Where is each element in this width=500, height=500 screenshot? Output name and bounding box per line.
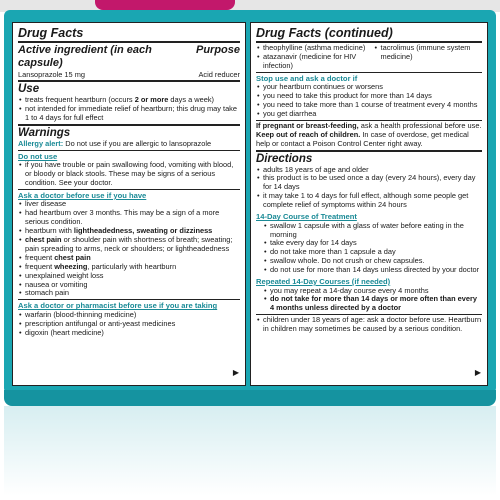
course-item: • take every day for 14 days — [256, 239, 482, 248]
ask-pharmacist-item: • prescription antifungal or anti-yeast medicines — [18, 320, 240, 329]
do-not-use-title: Do not use — [18, 151, 58, 161]
repeat-title: Repeated 14-Day Courses (if needed) — [256, 277, 391, 287]
active-ingredient-row — [18, 70, 240, 79]
ask-doctor-item: • unexplained weight loss — [18, 272, 240, 281]
taking-col-1 — [256, 44, 366, 71]
divider — [18, 150, 240, 151]
stop-use-item: • you need to take more than 1 course of treatment every 4 months — [256, 101, 482, 110]
package-top-brand-band — [95, 0, 235, 10]
ask-doctor-item: • frequent chest pain — [18, 254, 240, 263]
taking-item: • atazanavir (medicine for HIV infection) — [256, 53, 366, 71]
package-reflection — [4, 406, 496, 496]
repeat-item: • you may repeat a 14-day course every 4 months — [256, 287, 482, 296]
course-item: • do not take more than 1 capsule a day — [256, 248, 482, 257]
continue-arrow-icon: ▶ — [474, 368, 481, 377]
purpose-heading: Purpose — [195, 44, 240, 56]
directions-list — [256, 166, 482, 211]
ask-doctor-item: • had heartburn over 3 months. This may be a sign of a more serious condition. — [18, 209, 240, 227]
divider — [256, 72, 482, 73]
directions-item: • this product is to be used once a day (every 24 hours), every day for 14 days — [256, 174, 482, 192]
course-item: • do not use for more than 14 days unless directed by your doctor — [256, 266, 482, 275]
continue-arrow-icon: ▶ — [232, 368, 239, 377]
ask-pharmacist-title: Ask a doctor or pharmacist before use if you are taking — [18, 301, 218, 311]
stop-use-title: Stop use and ask a doctor if — [256, 73, 358, 83]
ask-doctor-item: • chest pain or shoulder pain with shortness of breath; sweating; pain spreading to arms, neck or shoulders; or lightheadedness — [18, 236, 240, 254]
repeat-item: • do not take for more than 14 days or more often than every 4 months unless directed by a doctor — [256, 295, 482, 313]
course-list — [256, 222, 482, 275]
active-ingredient-heading: Active ingredient (in each capsule) — [18, 44, 152, 69]
ask-doctor-item: • nausea or vomiting — [18, 281, 240, 290]
ask-doctor-item: • frequent wheezing, particularly with heartburn — [18, 263, 240, 272]
divider — [18, 41, 240, 43]
divider — [18, 189, 240, 190]
ask-doctor-item: • stomach pain — [18, 289, 240, 298]
keep-out-label: Keep out of reach of children. — [256, 129, 361, 139]
allergy-alert-label: Allergy alert: — [18, 138, 64, 148]
use-item: • not intended for immediate relief of heartburn; this drug may take 1 to 4 days for full effect — [18, 105, 240, 123]
course-item: • swallow whole. Do not crush or chew capsules. — [256, 257, 482, 266]
directions-item: • it may take 1 to 4 days for full effect, although some people get complete relief of symptoms within 24 hours — [256, 192, 482, 210]
taking-item: • theophylline (asthma medicine) — [256, 44, 366, 53]
active-ingredient-name: Lansoprazole 15 mg — [18, 70, 85, 79]
divider — [18, 124, 240, 126]
active-ingredient-header — [18, 44, 240, 70]
do-not-use-item: • if you have trouble or pain swallowing food, vomiting with blood, or bloody or black stools. These may be signs of a serious condition. See your doctor. — [18, 161, 240, 188]
ask-doctor-item: • heartburn with lightheadedness, sweating or dizziness — [18, 227, 240, 236]
ask-pharmacist-item: • digoxin (heart medicine) — [18, 329, 240, 338]
taking-col-2 — [374, 44, 482, 71]
directions-item: • adults 18 years of age and older — [256, 166, 482, 175]
use-title: Use — [18, 83, 40, 95]
ask-doctor-item: • liver disease — [18, 200, 240, 209]
do-not-use-list — [18, 161, 240, 188]
drug-facts-panel-left — [12, 22, 246, 386]
pregnancy-text: ask a health professional before use. — [360, 120, 482, 130]
stop-use-item: • you need to take this product for more than 14 days — [256, 92, 482, 101]
course-item: • swallow 1 capsule with a glass of water before eating in the morning — [256, 222, 482, 240]
divider — [18, 80, 240, 82]
children-item: • children under 18 years of age: ask a doctor before use. Heartburn in children may sometimes be caused by a serious condition. — [256, 316, 482, 334]
active-ingredient-purpose: Acid reducer — [198, 70, 240, 79]
use-list — [18, 96, 240, 123]
stop-use-item: • you get diarrhea — [256, 110, 482, 119]
keep-out-text: In case of overdose, get medical help or contact a Poison Control Center right away. — [256, 129, 469, 148]
stop-use-list — [256, 83, 482, 119]
drug-facts-title: Drug Facts — [18, 26, 84, 40]
children-list — [256, 316, 482, 334]
course-title: 14-Day Course of Treatment — [256, 212, 357, 222]
drug-facts-panel-right — [250, 22, 488, 386]
allergy-alert — [18, 140, 240, 149]
ask-doctor-list — [18, 200, 240, 298]
divider — [18, 299, 240, 300]
ask-pharmacist-list — [18, 311, 240, 338]
divider — [256, 150, 482, 152]
warnings-title: Warnings — [18, 126, 71, 139]
ask-pharmacist-item: • warfarin (blood-thinning medicine) — [18, 311, 240, 320]
keep-out-of-reach — [256, 131, 482, 149]
pregnancy-label: If pregnant or breast-feeding, — [256, 120, 359, 130]
directions-title: Directions — [256, 152, 313, 165]
drug-facts-continued-title: Drug Facts (continued) — [256, 26, 393, 40]
taking-medicines-list — [256, 44, 482, 71]
taking-item: • tacrolimus (immune system medicine) — [374, 44, 482, 62]
use-item: • treats frequent heartburn (occurs 2 or more days a week) — [18, 96, 240, 105]
package-bottom-edge — [4, 390, 496, 406]
stop-use-item: • your heartburn continues or worsens — [256, 83, 482, 92]
repeat-list — [256, 287, 482, 314]
allergy-alert-text: Do not use if you are allergic to lansoprazole — [65, 138, 212, 148]
ask-doctor-title: Ask a doctor before use if you have — [18, 190, 147, 200]
